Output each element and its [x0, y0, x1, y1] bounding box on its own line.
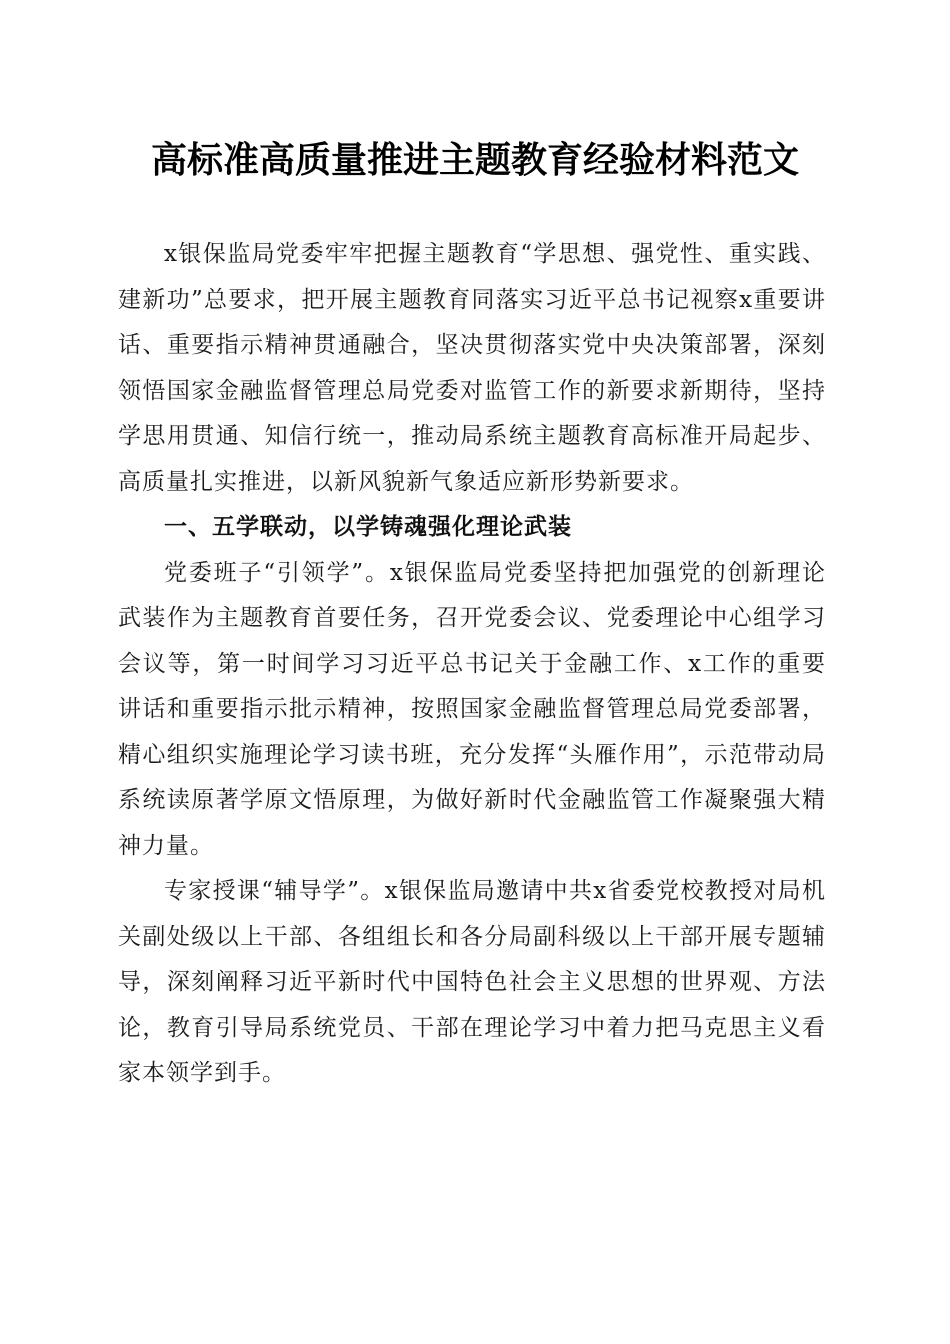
intro-paragraph: x银保监局党委牢牢把握主题教育“学思想、强党性、重实践、建新功”总要求，把开展主题教育同落实习近平总书记视察x重要讲话、重要指示精神贯通融合，坚决贯彻落实党中央决策部署，深刻领悟国家金融监督管理总局党委对监管工作的新要求新期待，坚持学思用贯通、知信行统一，推动局系统主题教育高标准开局起步、高质量扎实推进，以新风貌新气象适应新形势新要求。 [118, 241, 826, 495]
section-1-paragraph-2: 专家授课“辅导学”。x银保监局邀请中共x省委党校教授对局机关副处级以上干部、各组组长和各分局副科级以上干部开展专题辅导，深刻阐释习近平新时代中国特色社会主义思想的世界观、方法论，教育引导局系统党员、干部在理论学习中着力把马克思主义看家本领学到手。 [118, 878, 826, 1086]
section-1-paragraph-1: 党委班子“引领学”。x银保监局党委坚持把加强党的创新理论武装作为主题教育首要任务，召开党委会议、党委理论中心组学习会议等，第一时间学习习近平总书记关于金融工作、x工作的重要讲话和重要指示批示精神，按照国家金融监督管理总局党委部署，精心组织实施理论学习读书班，充分发挥“头雁作用”，示范带动局系统读原著学原文悟原理，为做好新时代金融监管工作凝聚强大精神力量。 [118, 559, 826, 859]
document-body [118, 232, 826, 1097]
section-heading-1: 一、五学联动，以学铸魂强化理论武装 [164, 514, 572, 540]
document-title: 高标准高质量推进主题教育经验材料范文 [150, 139, 799, 181]
